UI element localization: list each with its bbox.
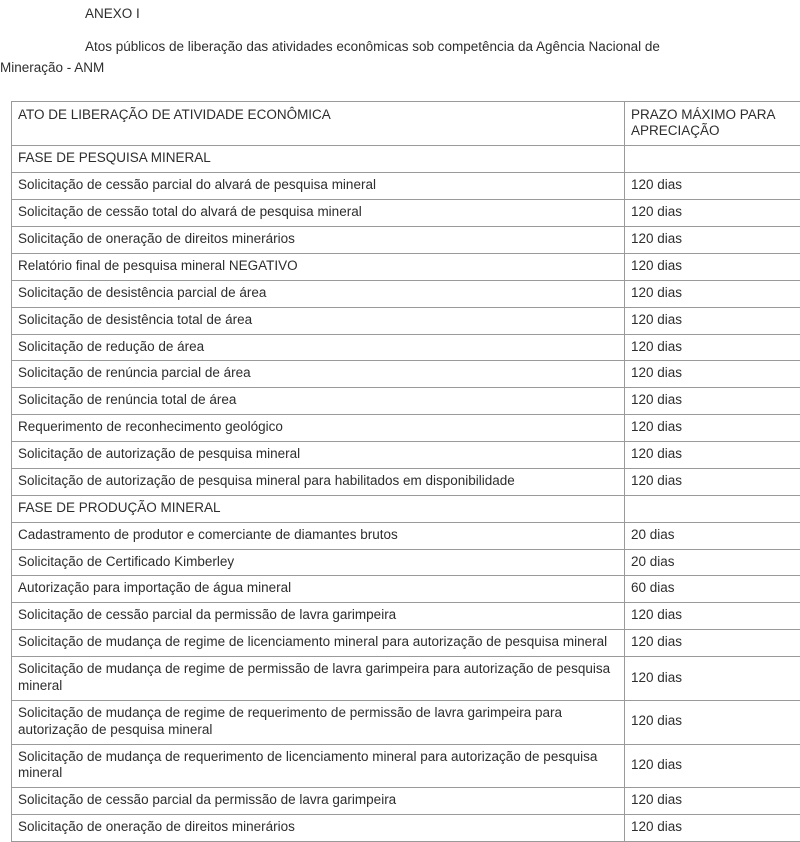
table-row — [12, 788, 800, 815]
table-row — [12, 549, 800, 576]
table-row — [12, 253, 800, 280]
term-value: 120 dias — [625, 361, 800, 388]
act-name: Solicitação de oneração de direitos minerários — [12, 227, 625, 254]
header-term-line-1: PRAZO MÁXIMO PARA — [631, 107, 776, 122]
act-name: Autorização para importação de água mineral — [12, 576, 625, 603]
table-header-row — [12, 102, 800, 146]
table-row — [12, 603, 800, 630]
term-value: 120 dias — [625, 280, 800, 307]
table-row — [12, 657, 800, 701]
act-name: Solicitação de mudança de regime de licenciamento mineral para autorização de pesquisa mineral — [12, 630, 625, 657]
acts-table — [11, 101, 800, 842]
act-name: Relatório final de pesquisa mineral NEGATIVO — [12, 253, 625, 280]
term-value: 120 dias — [625, 388, 800, 415]
annex-title: ANEXO I — [0, 0, 800, 24]
table-row — [12, 468, 800, 495]
act-name: Solicitação de renúncia parcial de área — [12, 361, 625, 388]
act-name: Solicitação de autorização de pesquisa mineral para habilitados em disponibilidade — [12, 468, 625, 495]
term-value: 120 dias — [625, 744, 800, 788]
act-name: Solicitação de mudança de requerimento de licenciamento mineral para autorização de pesquisa mineral — [12, 744, 625, 788]
table-row — [12, 576, 800, 603]
term-value: 120 dias — [625, 700, 800, 744]
acts-table-body — [12, 102, 800, 842]
term-value: 120 dias — [625, 657, 800, 701]
section-label: FASE DE PRODUÇÃO MINERAL — [12, 495, 625, 522]
section-label: FASE DE PESQUISA MINERAL — [12, 146, 625, 173]
header-term — [625, 102, 800, 146]
term-value: 120 dias — [625, 307, 800, 334]
term-value — [625, 495, 800, 522]
term-value: 120 dias — [625, 788, 800, 815]
act-name: Solicitação de cessão parcial da permissão de lavra garimpeira — [12, 788, 625, 815]
table-row — [12, 200, 800, 227]
table-row — [12, 442, 800, 469]
term-value: 20 dias — [625, 549, 800, 576]
term-value: 120 dias — [625, 200, 800, 227]
table-row — [12, 700, 800, 744]
term-value: 20 dias — [625, 522, 800, 549]
term-value: 120 dias — [625, 442, 800, 469]
table-row — [12, 361, 800, 388]
table-row — [12, 522, 800, 549]
table-row — [12, 227, 800, 254]
term-value — [625, 146, 800, 173]
term-value: 120 dias — [625, 253, 800, 280]
table-row — [12, 630, 800, 657]
term-value: 120 dias — [625, 227, 800, 254]
table-section-row — [12, 146, 800, 173]
act-name: Solicitação de desistência parcial de área — [12, 280, 625, 307]
act-name: Solicitação de cessão parcial da permissão de lavra garimpeira — [12, 603, 625, 630]
intro-line-2: Mineração - ANM — [0, 58, 780, 79]
act-name: Requerimento de reconhecimento geológico — [12, 415, 625, 442]
table-row — [12, 173, 800, 200]
act-name: Solicitação de mudança de regime de permissão de lavra garimpeira para autorização de pesquisa mineral — [12, 657, 625, 701]
act-name: Solicitação de desistência total de área — [12, 307, 625, 334]
act-name: Solicitação de Certificado Kimberley — [12, 549, 625, 576]
act-name: Solicitação de autorização de pesquisa mineral — [12, 442, 625, 469]
table-row — [12, 334, 800, 361]
act-name: Solicitação de oneração de direitos minerários — [12, 815, 625, 842]
header-act: ATO DE LIBERAÇÃO DE ATIVIDADE ECONÔMICA — [12, 102, 625, 146]
term-value: 60 dias — [625, 576, 800, 603]
term-value: 120 dias — [625, 415, 800, 442]
act-name: Solicitação de redução de área — [12, 334, 625, 361]
table-row — [12, 280, 800, 307]
term-value: 120 dias — [625, 630, 800, 657]
term-value: 120 dias — [625, 603, 800, 630]
act-name: Solicitação de cessão total do alvará de pesquisa mineral — [12, 200, 625, 227]
intro-paragraph — [0, 24, 800, 79]
act-name: Solicitação de mudança de regime de requerimento de permissão de lavra garimpeira para autorização de pesquisa mineral — [12, 700, 625, 744]
table-row — [12, 815, 800, 842]
table-row — [12, 307, 800, 334]
header-term-line-2: APRECIAÇÃO — [631, 123, 720, 138]
term-value: 120 dias — [625, 173, 800, 200]
term-value: 120 dias — [625, 468, 800, 495]
table-row — [12, 388, 800, 415]
term-value: 120 dias — [625, 334, 800, 361]
act-name: Cadastramento de produtor e comerciante de diamantes brutos — [12, 522, 625, 549]
term-value: 120 dias — [625, 815, 800, 842]
act-name: Solicitação de renúncia total de área — [12, 388, 625, 415]
intro-line-1: Atos públicos de liberação das atividades econômicas sob competência da Agência Nacional de — [85, 39, 660, 54]
table-row — [12, 415, 800, 442]
table-row — [12, 744, 800, 788]
table-section-row — [12, 495, 800, 522]
act-name: Solicitação de cessão parcial do alvará de pesquisa mineral — [12, 173, 625, 200]
